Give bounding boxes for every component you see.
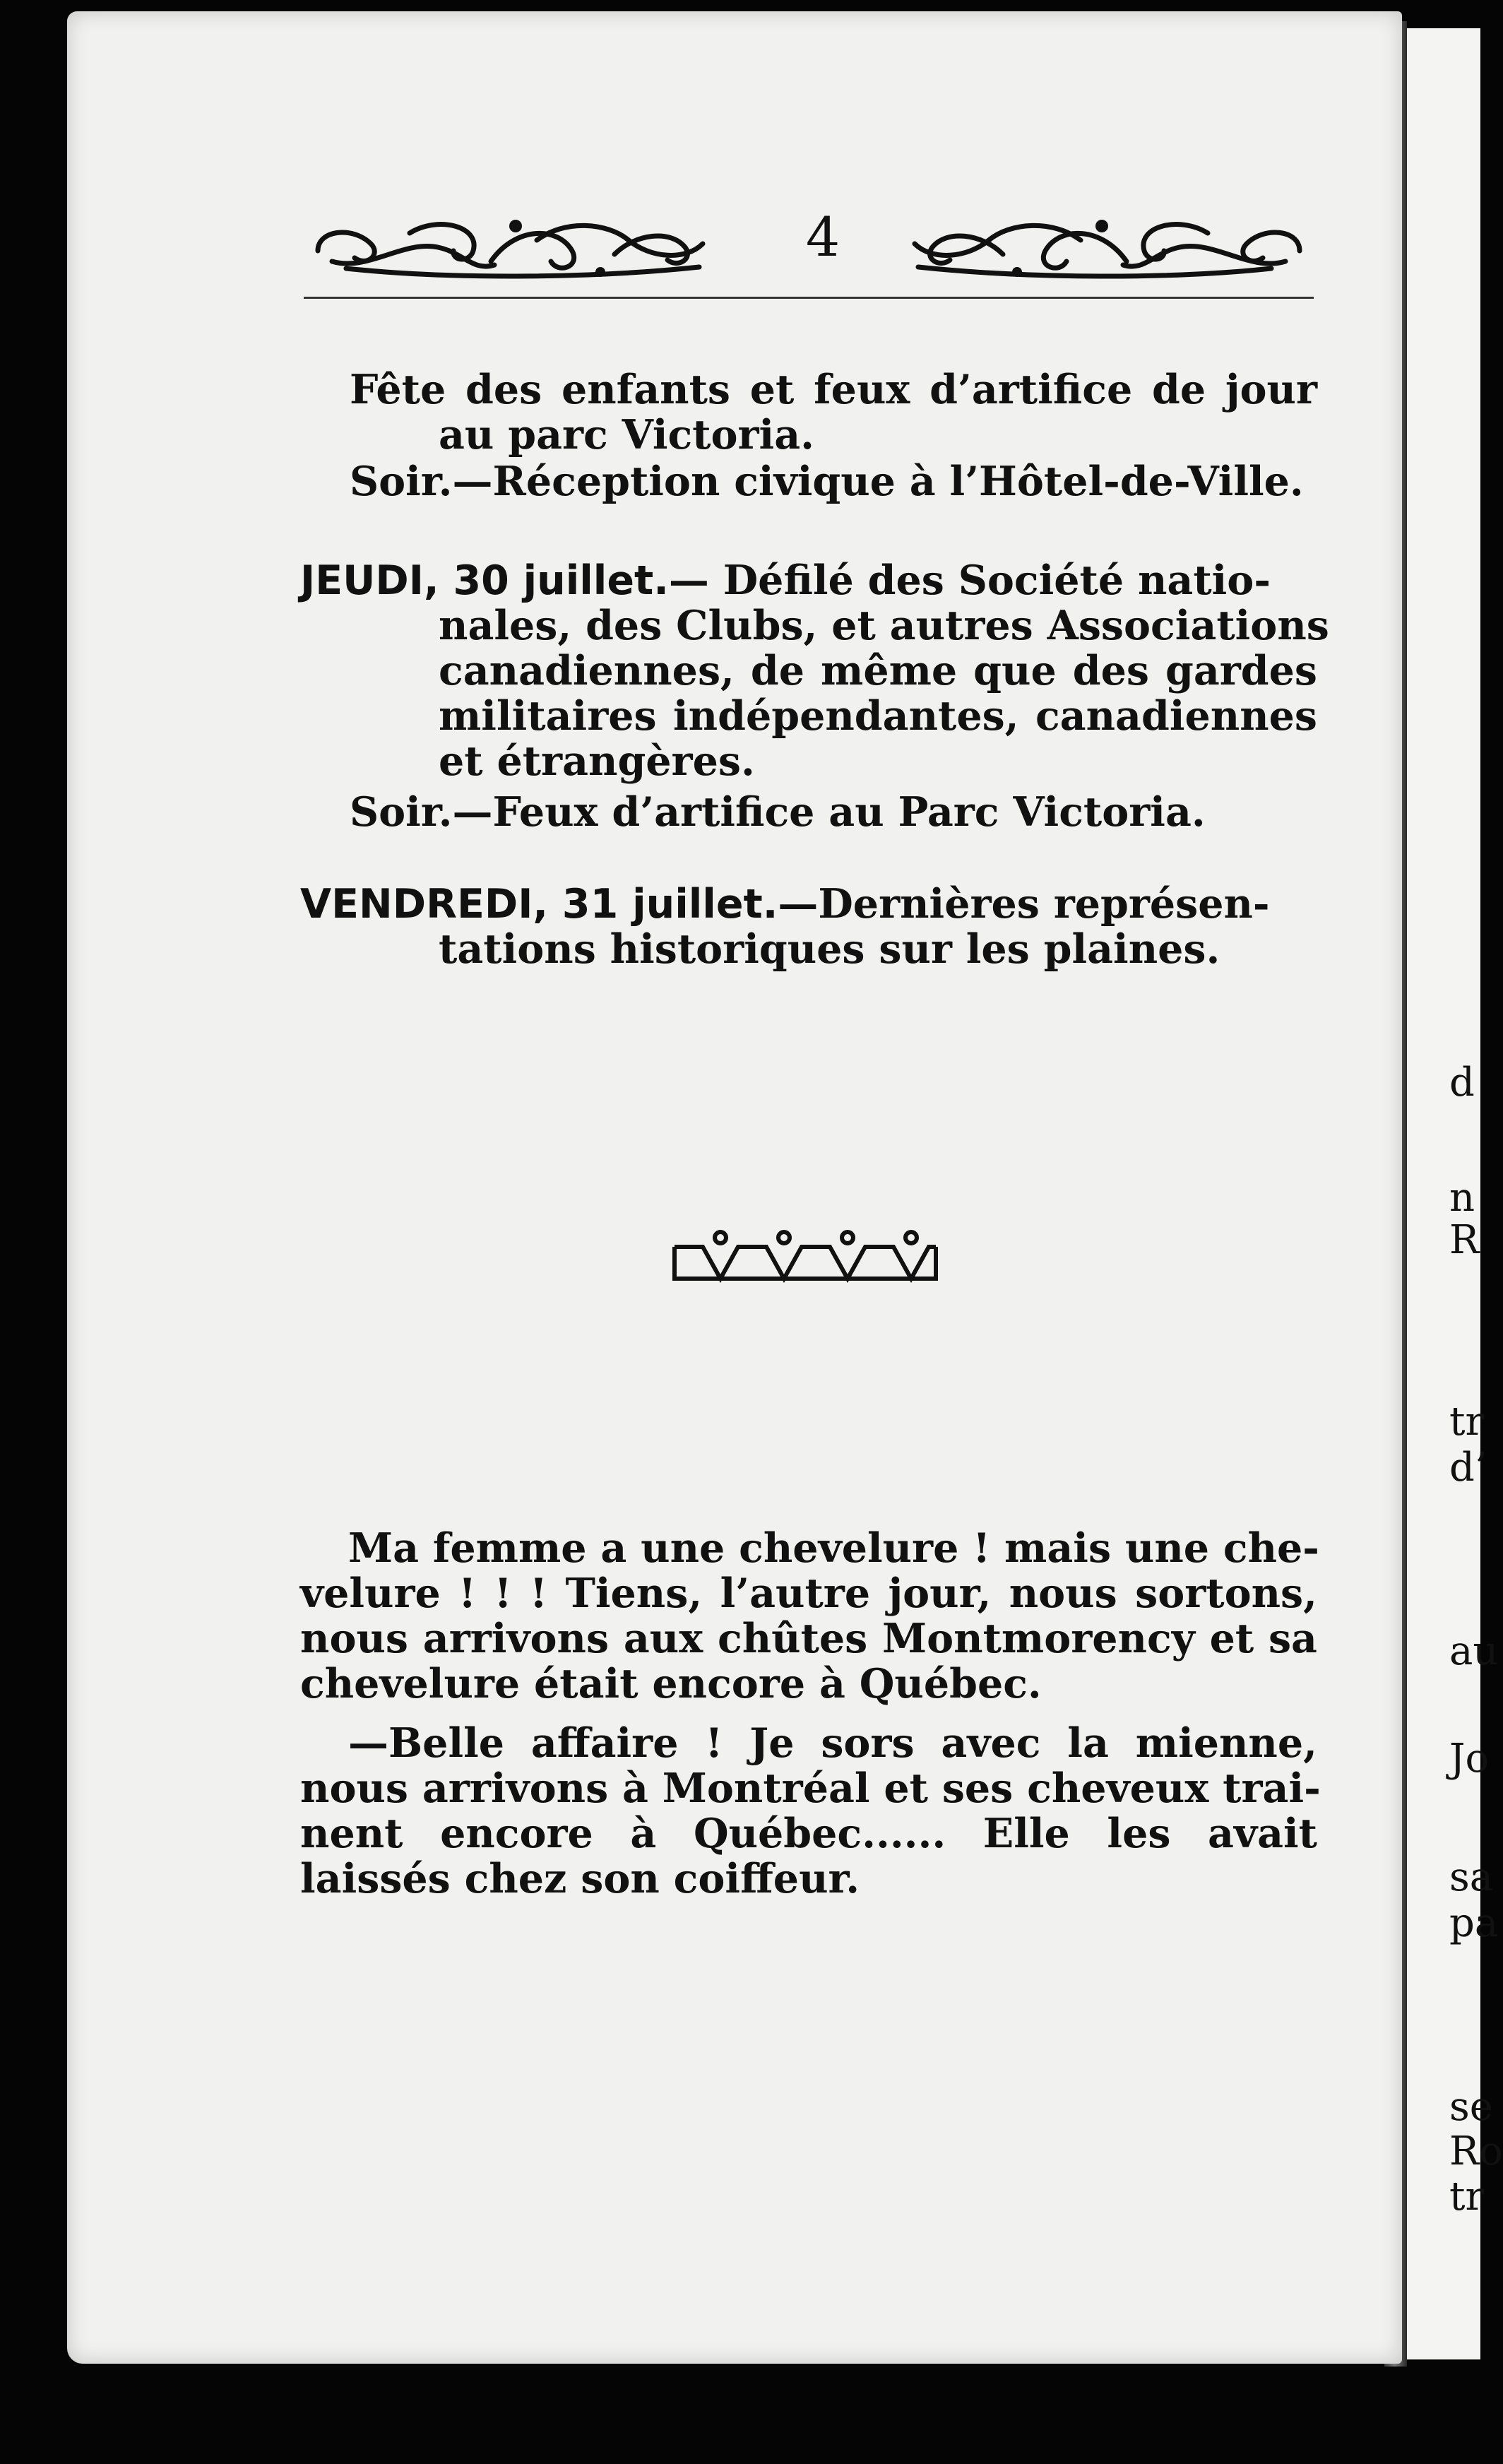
adjacent-page-fragment: se (1449, 2084, 1493, 2130)
adjacent-page-fragment: Jo (1449, 1736, 1490, 1782)
page-number: 4 (805, 206, 840, 268)
day-heading: JEUDI, 30 juillet. (300, 557, 669, 604)
text-line: — Défilé des Société natio- (668, 557, 1271, 604)
adjacent-page-fragment: Ro (1449, 2128, 1503, 2174)
header-rule (304, 297, 1314, 299)
leaf-divider-ornament-icon (671, 1229, 939, 1293)
anecdote-paragraph-2 (300, 1719, 1321, 1902)
adjacent-page-fragment: tr (1449, 2174, 1485, 2220)
text-line: nous arrivons aux chûtes Montmorency et sa (300, 1615, 1317, 1662)
text-line: Fête des enfants et feux d’artifice de jour (350, 366, 1317, 413)
text-line: nous arrivons à Montréal et ses cheveux trai- (300, 1765, 1321, 1812)
adjacent-page-fragment: pa (1449, 1900, 1499, 1946)
text-line: —Dernières représen- (778, 880, 1270, 928)
day-heading: VENDREDI, 31 juillet. (300, 881, 778, 928)
text-line: nales, des Clubs, et autres Associations (439, 602, 1329, 649)
text-line: velure ! ! ! Tiens, l’autre jour, nous sortons, (300, 1570, 1317, 1617)
adjacent-page-fragment: tr (1449, 1399, 1485, 1445)
adjacent-page-fragment: R (1449, 1217, 1480, 1263)
text-line: au parc Victoria. (439, 411, 814, 458)
schedule-entry-jeudi (300, 557, 1329, 836)
text-line: laissés chez son coiffeur. (300, 1855, 860, 1902)
schedule-entry-vendredi (300, 882, 1317, 972)
adjacent-page-fragment: au (1449, 1628, 1499, 1674)
text-line: Ma femme a une chevelure ! mais une che- (348, 1524, 1319, 1572)
scroll-ornament-right-icon (904, 212, 1314, 283)
adjacent-page-fragment: sa (1449, 1854, 1494, 1900)
adjacent-page-fragment: n (1449, 1175, 1475, 1221)
text-line: tations historiques sur les plaines. (439, 925, 1220, 973)
adjacent-page-fragment: d’ (1449, 1445, 1487, 1491)
schedule-paragraph-fete (300, 367, 1317, 504)
page-header (304, 205, 1314, 304)
text-line: canadiennes, de même que des gardes (439, 647, 1317, 694)
text-line: et étrangères. (439, 738, 755, 785)
book-page (67, 11, 1402, 2364)
text-line: chevelure était encore à Québec. (300, 1660, 1042, 1707)
scroll-ornament-left-icon (304, 212, 713, 283)
text-line: Soir.—Réception civique à l’Hôtel-de-Ville. (350, 458, 1304, 505)
text-line: Soir.—Feux d’artifice au Parc Victoria. (350, 788, 1206, 836)
text-line: —Belle affaire ! Je sors avec la mienne, (348, 1719, 1317, 1767)
anecdote-paragraph-1 (300, 1526, 1317, 1707)
text-line: nent encore à Québec...... Elle les avait (300, 1810, 1317, 1857)
adjacent-page-fragment: d (1449, 1060, 1475, 1106)
text-line: militaires indépendantes, canadiennes (439, 692, 1317, 740)
